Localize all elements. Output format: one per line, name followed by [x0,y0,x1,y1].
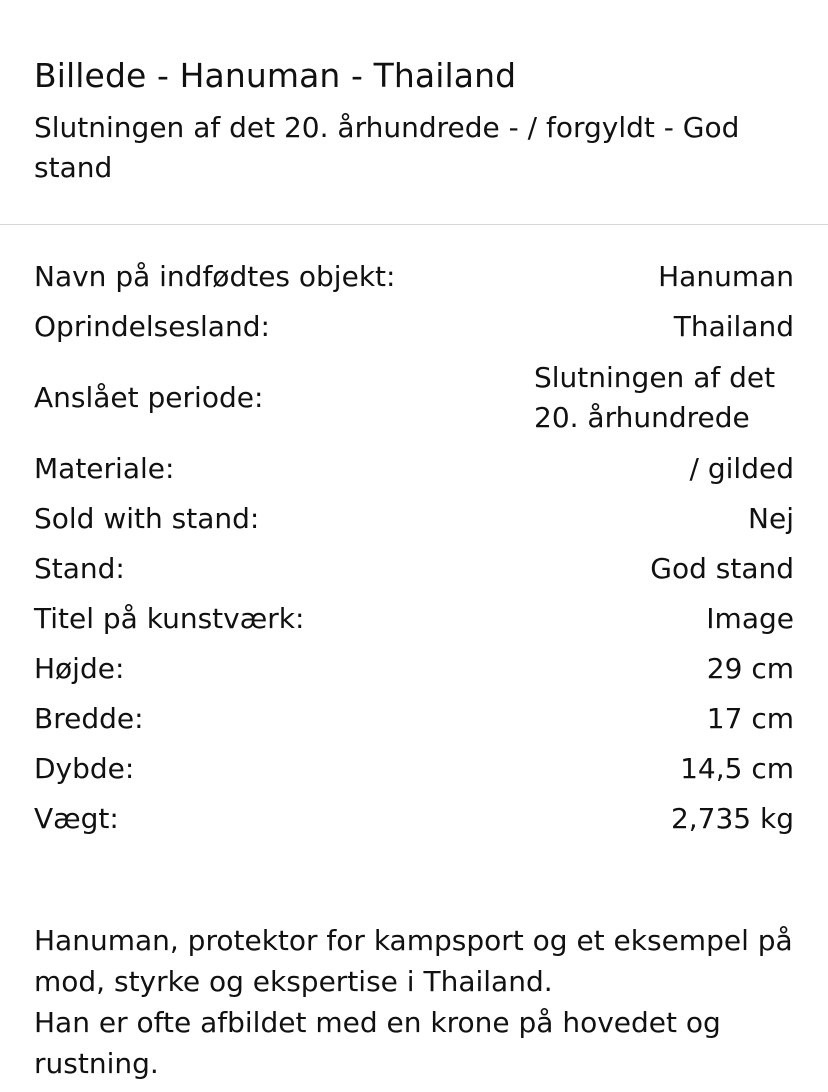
spec-value: Slutningen af det 20. århundrede [534,361,776,434]
description-paragraph: Hanuman, protektor for kampsport og et eksempel på mod, styrke og ekspertise i Thailand. [34,924,793,998]
lot-header [0,0,828,184]
spec-label: Vægt: [34,802,119,835]
spec-row-artwork-title [34,594,794,644]
spec-row-country-of-origin [34,302,794,352]
spec-value: 14,5 cm [680,752,794,785]
spec-row-weight [34,794,794,844]
spec-value: 29 cm [706,652,794,685]
spec-row-width [34,694,794,744]
spec-label: Anslået periode: [34,381,264,414]
spec-value: 17 cm [706,702,794,735]
spec-label: Titel på kunstværk: [34,602,305,635]
spec-row-depth [34,744,794,794]
spec-label: Højde: [34,652,125,685]
section-divider [0,224,828,225]
spec-label: Oprindelsesland: [34,310,270,343]
spec-row-condition [34,544,794,594]
description-paragraph: Han er ofte afbildet med en krone på hovedet og rustning. [34,1006,721,1080]
spec-label: Bredde: [34,702,144,735]
spec-value: Image [706,602,794,635]
spec-row-material [34,444,794,494]
spec-label: Stand: [34,552,125,585]
spec-value: Thailand [673,310,794,343]
spec-value: Nej [748,502,794,535]
spec-label: Sold with stand: [34,502,260,535]
spec-label: Navn på indfødtes objekt: [34,260,396,293]
lot-subtitle: Slutningen af det 20. århundrede - / forgyldt - God stand [34,111,740,184]
lot-title: Billede - Hanuman - Thailand [34,56,517,95]
lot-description [34,920,794,1084]
spec-row-height [34,644,794,694]
spec-label: Materiale: [34,452,175,485]
spec-value: / gilded [689,452,794,485]
spec-row-sold-with-stand [34,494,794,544]
spec-value: 2,735 kg [670,802,794,835]
spec-value: God stand [650,552,794,585]
spec-row-native-object-name [34,252,794,302]
spec-value: Hanuman [658,260,794,293]
lot-specifications [34,252,794,844]
spec-row-estimated-period [34,352,794,444]
spec-label: Dybde: [34,752,135,785]
